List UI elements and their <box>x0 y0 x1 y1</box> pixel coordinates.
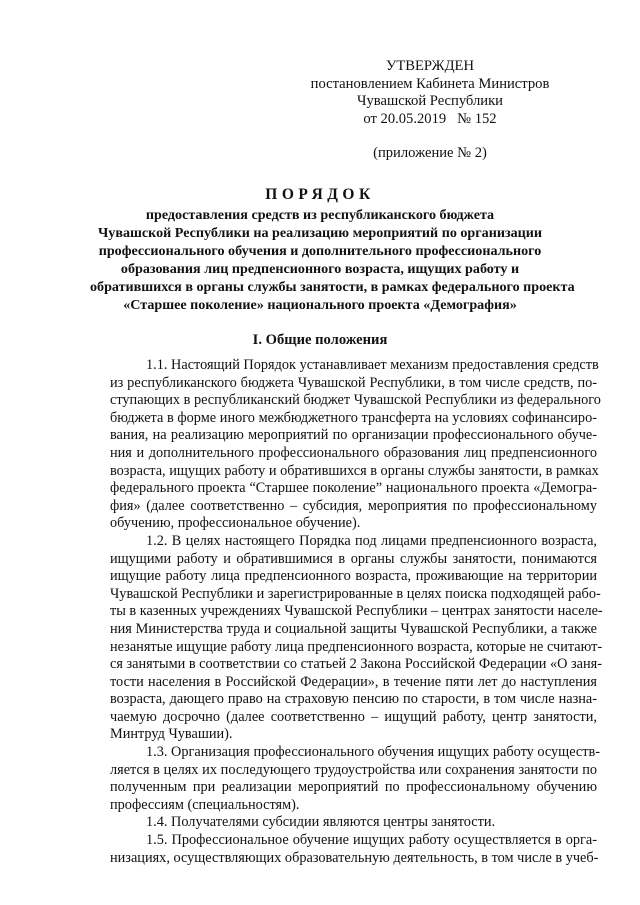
paragraph-line: ищущими работу и обратившимися в органы службы занятости, понимаются <box>110 550 597 567</box>
paragraph-line: ся занятыми в соответствии со статьей 2 Закона Российской Федерации «О заня- <box>110 656 602 673</box>
approval-annex: (приложение № 2) <box>373 145 487 161</box>
document-title: ПОРЯДОК <box>265 186 375 203</box>
paragraph-line: обучению, профессиональное обучение). <box>110 515 361 532</box>
paragraph-line: из республиканского бюджета Чувашской Республики, в том числе средств, по- <box>110 374 597 391</box>
paragraph-line: незанятые ищущие работу лица предпенсионного возраста, которые не считают- <box>110 638 603 655</box>
paragraph-line: возраста, дающего право на страховую пенсию по старости, в том числе назна- <box>110 691 597 708</box>
paragraph-line: ляется в целях их последующего трудоустройства или сохранения занятости по <box>110 761 597 778</box>
paragraph-line: 1.2. В целях настоящего Порядка под лицами предпенсионного возраста, <box>146 532 597 549</box>
paragraph <box>110 814 597 832</box>
paragraph-line: 1.5. Профессиональное обучение ищущих работу осуществляется в орга- <box>146 832 597 849</box>
paragraph-line: ищущие работу лица предпенсионного возраста, проживающие на территории <box>110 568 597 585</box>
paragraph-line: 1.1. Настоящий Порядок устанавливает механизм предоставления средств <box>146 357 599 373</box>
paragraph-line: возраста, ищущих работу и обратившихся в органы службы занятости, в рамках <box>110 462 599 479</box>
paragraph-line: фия» (далее соответственно – субсидия, мероприятия по профессиональному <box>110 497 597 514</box>
paragraph-line: тости населения в Российской Федерации», в течение пяти лет до наступления <box>110 673 597 690</box>
paragraph <box>110 532 603 744</box>
paragraph-line: ния Министерства труда и социальной защиты Чувашской Республики, а также <box>110 620 597 637</box>
subtitle-line: Чувашской Республики на реализацию мероприятий по организации <box>97 225 543 241</box>
approval-issuer-line1: постановлением Кабинета Министров <box>310 75 550 92</box>
paragraph-line: ния и дополнительного профессионального образования лиц предпенсионного <box>110 444 597 461</box>
paragraph-line: ты в казенных учреждениях Чувашской Республики – центрах занятости населе- <box>110 603 603 620</box>
document-body <box>110 357 603 867</box>
document-title-block <box>90 185 575 314</box>
subtitle-line: предоставления средств из республиканского бюджета <box>145 207 495 223</box>
paragraph-line: бюджета в форме иного межбюджетного трансферта на условиях софинансиро- <box>110 409 597 426</box>
paragraph-line: низациях, осуществляющих образовательную деятельность, в том числе в учеб- <box>110 849 599 866</box>
paragraph-line: Минтруд Чувашии). <box>110 726 233 743</box>
paragraph <box>110 357 601 533</box>
approval-stamp <box>300 58 560 163</box>
document-subtitle <box>90 206 575 314</box>
paragraph-line: 1.4. Получателями субсидии являются центры занятости. <box>146 814 496 831</box>
paragraph-line: ступающих в республиканский бюджет Чувашской Республики из федерального <box>110 392 601 409</box>
paragraph-line: профессиям (специальностям). <box>110 796 300 813</box>
subtitle-line: «Старшее поколение» национального проекта «Демография» <box>123 297 517 313</box>
paragraph-line: чаемую досрочно (далее соответственно – ищущий работу, центр занятости, <box>110 708 597 725</box>
paragraph-line: федерального проекта “Старшее поколение” национального проекта «Демогра- <box>110 480 597 497</box>
subtitle-line: профессионального обучения и дополнительного профессионального <box>98 243 542 259</box>
approval-date-number: от 20.05.2019 № 152 <box>363 110 497 127</box>
paragraph <box>110 744 601 814</box>
paragraph <box>110 832 597 867</box>
paragraph-line: вания, на реализацию мероприятий по организации профессионального обуче- <box>110 427 597 444</box>
subtitle-line: образования лиц предпенсионного возраста, ищущих работу и <box>120 261 520 277</box>
approval-status: УТВЕРЖДЕН <box>386 58 474 74</box>
section-heading: I. Общие положения <box>252 332 388 348</box>
approval-issuer-line2: Чувашской Республики <box>357 93 503 109</box>
paragraph-line: полученным при реализации мероприятий по профессиональному обучению <box>110 779 597 796</box>
paragraph-line: Чувашской Республики и зарегистрированные в целях поиска подходящей рабо- <box>110 585 601 602</box>
paragraph-line: 1.3. Организация профессионального обучения ищущих работу осуществ- <box>146 744 601 761</box>
subtitle-line: обратившихся в органы службы занятости, в рамках федерального проекта <box>90 279 575 295</box>
